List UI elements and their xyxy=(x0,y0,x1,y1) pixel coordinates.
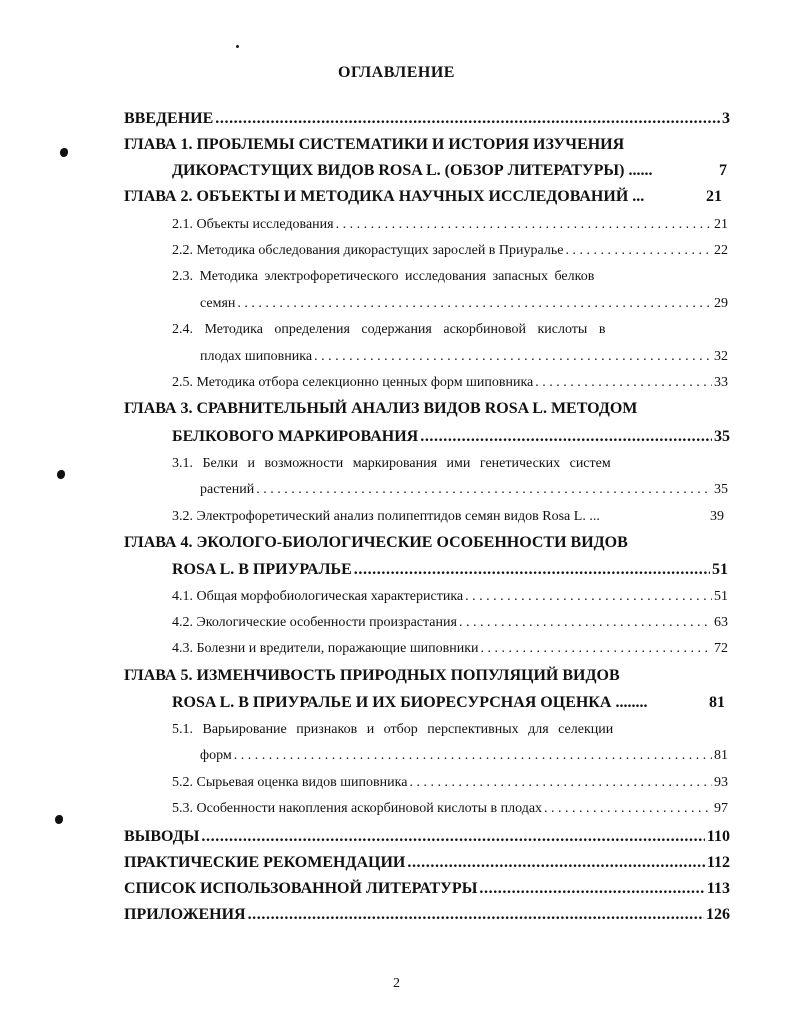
toc-entry-recommendations[interactable] xyxy=(124,854,730,872)
toc-label: 5.2. Сырьевая оценка видов шиповника xyxy=(172,775,408,790)
toc-section-5-1-line1[interactable]: 5.1. Варьирование признаков и отбор перспективных для селекции xyxy=(172,722,614,737)
toc-page: 81 xyxy=(714,748,728,763)
toc-section-2-3-line2[interactable] xyxy=(200,296,728,312)
toc-entry-introduction[interactable] xyxy=(124,110,730,128)
toc-page: 32 xyxy=(714,349,728,364)
toc-section-3-1-line2[interactable] xyxy=(200,482,728,498)
toc-section-4-1[interactable] xyxy=(172,589,728,605)
toc-section-2-3-line1[interactable]: 2.3. Методика электрофоретического исследования запасных белков xyxy=(172,269,595,284)
toc-label: ВВЕДЕНИЕ xyxy=(124,110,214,127)
toc-chapter-2-page: 21 xyxy=(706,188,722,205)
leader-dots xyxy=(201,828,704,846)
toc-label: ПРАКТИЧЕСКИЕ РЕКОМЕНДАЦИИ xyxy=(124,854,406,871)
toc-label: семян xyxy=(200,296,236,311)
leader-dots xyxy=(407,854,705,872)
toc-entry-appendices[interactable] xyxy=(124,906,730,924)
toc-page: 51 xyxy=(712,561,728,578)
toc-chapter-5-page: 81 xyxy=(709,694,725,711)
leader-dots xyxy=(237,296,712,312)
toc-section-4-2[interactable] xyxy=(172,615,728,631)
toc-page: 51 xyxy=(714,589,728,604)
leader-dots xyxy=(565,243,712,259)
page-number: 2 xyxy=(393,976,400,991)
toc-section-5-3[interactable] xyxy=(172,801,728,817)
toc-section-5-2[interactable] xyxy=(172,775,728,791)
leader-dots xyxy=(215,110,720,128)
toc-chapter-4-line2[interactable] xyxy=(172,561,728,579)
leader-dots xyxy=(479,880,704,898)
toc-label: 4.2. Экологические особенности произрастания xyxy=(172,615,457,630)
toc-page: 22 xyxy=(714,243,728,258)
toc-chapter-5-line2[interactable]: ROSA L. В ПРИУРАЛЬЕ И ИХ БИОРЕСУРСНАЯ ОЦЕНКА ........ xyxy=(172,694,648,711)
toc-page: 3 xyxy=(722,110,730,127)
toc-page: 97 xyxy=(714,801,728,816)
leader-dots xyxy=(409,775,712,791)
binder-hole-mark xyxy=(60,148,68,157)
toc-section-4-3[interactable] xyxy=(172,641,728,657)
toc-label: 2.5. Методика отбора селекционно ценных форм шиповника xyxy=(172,375,534,390)
toc-label: СПИСОК ИСПОЛЬЗОВАННОЙ ЛИТЕРАТУРЫ xyxy=(124,880,478,897)
toc-section-3-2-label[interactable]: 3.2. Электрофоретический анализ полипептидов семян видов Rosa L. ... xyxy=(172,509,600,524)
leader-dots xyxy=(535,375,712,391)
toc-label: 5.3. Особенности накопления аскорбиновой кислоты в плодах xyxy=(172,801,543,816)
toc-page: 63 xyxy=(714,615,728,630)
leader-dots xyxy=(465,589,712,605)
toc-section-2-2[interactable] xyxy=(172,243,728,259)
leader-dots xyxy=(544,801,712,817)
leader-dots xyxy=(354,561,710,579)
toc-section-3-1-line1[interactable]: 3.1. Белки и возможности маркирования ими генетических систем xyxy=(172,456,611,471)
toc-section-5-1-line2[interactable] xyxy=(200,748,728,764)
toc-page: 35 xyxy=(714,482,728,497)
toc-label: 2.1. Объекты исследования xyxy=(172,217,334,232)
toc-label: 4.3. Болезни и вредители, поражающие шиповники xyxy=(172,641,479,656)
toc-chapter-3-line2[interactable] xyxy=(172,428,730,446)
toc-entry-literature[interactable] xyxy=(124,880,730,898)
leader-dots xyxy=(248,906,704,924)
toc-section-2-1[interactable] xyxy=(172,217,728,233)
toc-chapter-1-line2[interactable]: ДИКОРАСТУЩИХ ВИДОВ ROSA L. (ОБЗОР ЛИТЕРАТУРЫ) ...... xyxy=(172,162,653,179)
toc-page: 33 xyxy=(714,375,728,390)
toc-page: 112 xyxy=(706,854,730,871)
toc-label: 4.1. Общая морфобиологическая характеристика xyxy=(172,589,464,604)
binder-hole-mark xyxy=(57,470,65,479)
toc-page: 21 xyxy=(714,217,728,232)
toc-section-2-5[interactable] xyxy=(172,375,728,391)
toc-page: 35 xyxy=(714,428,730,445)
toc-label: плодах шиповника xyxy=(200,349,313,364)
scan-speck xyxy=(236,45,239,48)
toc-label: 2.2. Методика обследования дикорастущих зарослей в Приуралье xyxy=(172,243,564,258)
toc-chapter-5-line1[interactable]: ГЛАВА 5. ИЗМЕНЧИВОСТЬ ПРИРОДНЫХ ПОПУЛЯЦИЙ ВИДОВ xyxy=(124,667,620,684)
toc-page: 110 xyxy=(706,828,730,845)
toc-chapter-4-line1[interactable]: ГЛАВА 4. ЭКОЛОГО-БИОЛОГИЧЕСКИЕ ОСОБЕННОСТИ ВИДОВ xyxy=(124,534,628,551)
toc-page: 93 xyxy=(714,775,728,790)
toc-page: 29 xyxy=(714,296,728,311)
toc-label: растений xyxy=(200,482,255,497)
toc-entry-conclusions[interactable] xyxy=(124,828,730,846)
toc-chapter-1-line1[interactable]: ГЛАВА 1. ПРОБЛЕМЫ СИСТЕМАТИКИ И ИСТОРИЯ ИЗУЧЕНИЯ xyxy=(124,136,625,153)
toc-page: 72 xyxy=(714,641,728,656)
leader-dots xyxy=(420,428,712,446)
toc-chapter-1-page: 7 xyxy=(719,162,727,179)
leader-dots xyxy=(256,482,712,498)
leader-dots xyxy=(234,748,712,764)
toc-label: ROSA L. В ПРИУРАЛЬЕ xyxy=(172,561,352,578)
toc-section-2-4-line1[interactable]: 2.4. Методика определения содержания аскорбиновой кислоты в xyxy=(172,322,606,337)
toc-page: 113 xyxy=(706,880,730,897)
leader-dots xyxy=(314,349,712,365)
toc-label: форм xyxy=(200,748,232,763)
page-title: ОГЛАВЛЕНИЕ xyxy=(338,64,455,81)
toc-page: 126 xyxy=(706,906,730,923)
toc-chapter-3-line1[interactable]: ГЛАВА 3. СРАВНИТЕЛЬНЫЙ АНАЛИЗ ВИДОВ ROSA L. МЕТОДОМ xyxy=(124,400,638,417)
toc-label: ВЫВОДЫ xyxy=(124,828,200,845)
toc-section-3-2-page: 39 xyxy=(710,509,724,524)
toc-label: БЕЛКОВОГО МАРКИРОВАНИЯ xyxy=(172,428,419,445)
toc-chapter-2-label[interactable]: ГЛАВА 2. ОБЪЕКТЫ И МЕТОДИКА НАУЧНЫХ ИССЛЕДОВАНИЙ ... xyxy=(124,188,645,205)
leader-dots xyxy=(459,615,712,631)
leader-dots xyxy=(336,217,712,233)
leader-dots xyxy=(481,641,713,657)
toc-label: ПРИЛОЖЕНИЯ xyxy=(124,906,246,923)
binder-hole-mark xyxy=(55,815,63,824)
toc-section-2-4-line2[interactable] xyxy=(200,349,728,365)
